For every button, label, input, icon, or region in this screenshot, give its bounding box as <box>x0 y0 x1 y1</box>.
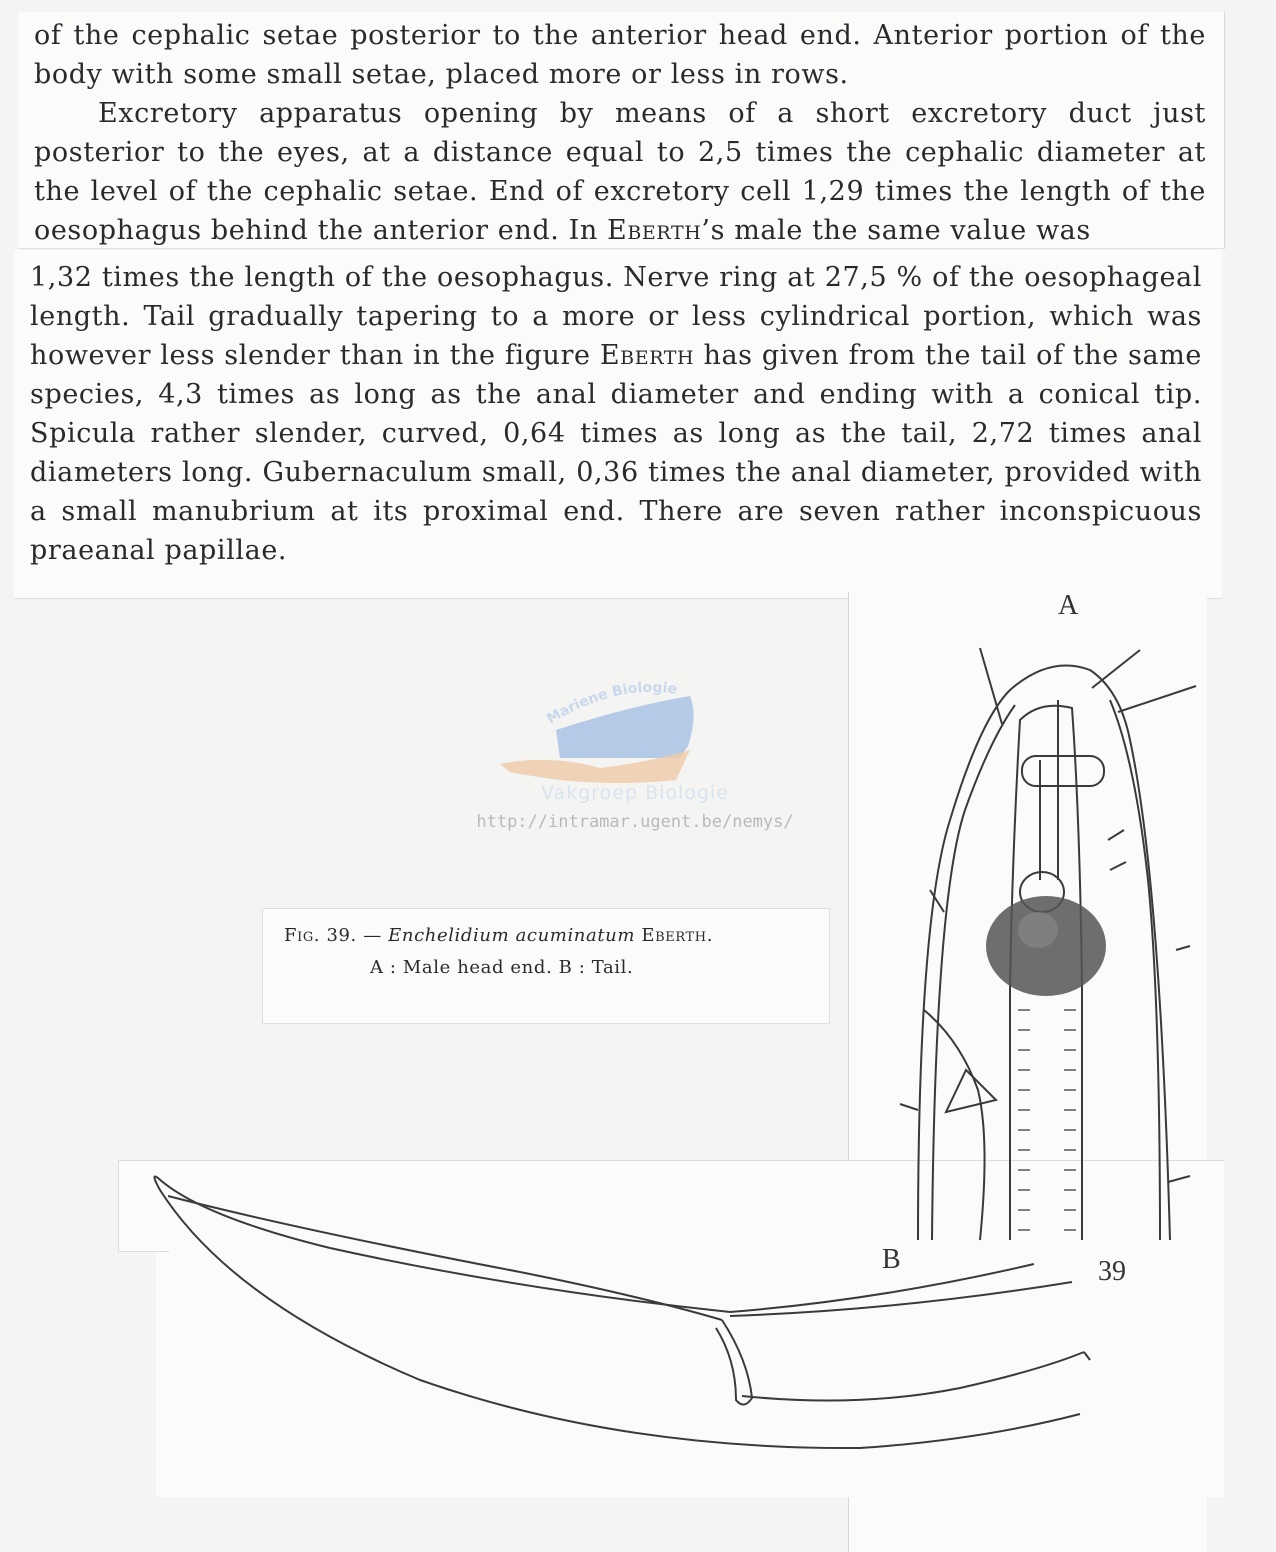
caption-author: Eberth. <box>641 925 714 946</box>
caption-fig-label: Fig. 39. — <box>284 925 382 946</box>
caption-line2: A : Male head end. B : Tail. <box>370 957 634 978</box>
author-name: Eberth <box>607 215 702 246</box>
caption-species: Enchelidium acuminatum <box>388 925 636 946</box>
watermark-group: Vakgroep Biologie <box>541 782 729 804</box>
figure-label-a: A <box>1058 590 1079 621</box>
figure-b-tail <box>154 1177 1090 1449</box>
paragraph-excretory: Excretory apparatus opening by means of a short excretory duct just posterior to the eyes, at a distance equal to 2,5 times the cephalic diameter at the level of the cephalic setae. End of excretory cell 1,29 times the length of the oesophagus behind the anterior end. In Eberth’s male the same value was <box>34 98 1206 246</box>
figure-number: 39 <box>1098 1256 1126 1287</box>
watermark-arc-text: Mariene Biologie <box>544 679 679 728</box>
figure-label-b: B <box>882 1244 901 1275</box>
paragraph-setae: of the cephalic setae posterior to the anterior head end. Anterior portion of the body with some small setae, placed more or less in rows. <box>34 20 1206 90</box>
author-name: Eberth <box>599 340 695 371</box>
oesophageal-striations <box>1018 1010 1076 1230</box>
watermark-url: http://intramar.ugent.be/nemys/ <box>476 812 794 832</box>
paragraph-measurements: 1,32 times the length of the oesophagus. Nerve ring at 27,5 % of the oesophageal length. Tail gradually tapering to a more or less cylindrical portion, which was however less slender than in the figure Eberth has given from the tail of the same species, 4,3 times as long as the anal diameter and ending with a conical tip. Spicula rather slender, curved, 0,64 times as long as the tail, 2,72 times anal diameters long. Gubernaculum small, 0,36 times the anal diameter, provided with a small manubrium at its proximal end. There are seven rather inconspicuous praeanal papillae. <box>30 262 1202 566</box>
